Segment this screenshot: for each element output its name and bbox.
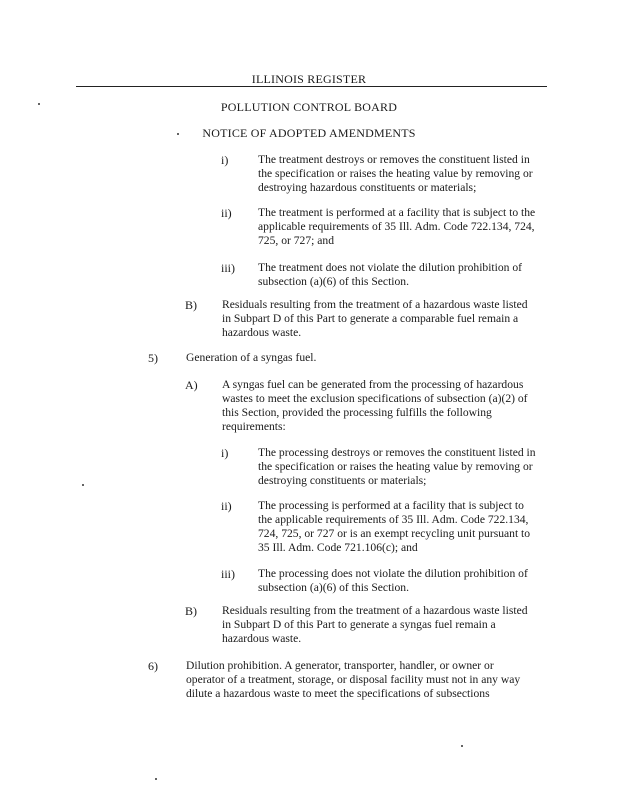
- item-label: i): [221, 153, 229, 167]
- notice-title: NOTICE OF ADOPTED AMENDMENTS: [202, 126, 416, 140]
- scan-speck: [461, 745, 463, 747]
- paragraph-s5a-ii: The processing is performed at a facility that is subject to the applicable requirements of 35 Ill. Adm. Code 722.134, 724, 725, or 727 or is an exempt recycling unit pursuant to 35 Ill. Adm. Code 721.106(c); and: [258, 499, 531, 554]
- item-label: B): [185, 604, 197, 618]
- item-label: B): [185, 298, 197, 312]
- paragraph-s6: Dilution prohibition. A generator, transporter, handler, or owner or operator of a treatment, storage, or disposal facility must not in any way dilute a hazardous waste to meet the specifications of subsections: [186, 659, 521, 700]
- header-rule: [76, 86, 547, 87]
- paragraph-s4a-iii: The treatment does not violate the dilution prohibition of subsection (a)(6) of this Section.: [258, 261, 523, 288]
- paragraph-s5a: A syngas fuel can be generated from the processing of hazardous wastes to meet the exclusion specifications of subsection (a)(2) of this Section, provided the processing fulfills the following requirements:: [222, 378, 528, 433]
- paragraph-s4b: Residuals resulting from the treatment of a hazardous waste listed in Subpart D of this Part to generate a comparable fuel remain a hazardous waste.: [222, 298, 528, 339]
- item-label: 6): [148, 659, 158, 673]
- item-label: iii): [221, 261, 235, 275]
- paragraph-s5b: Residuals resulting from the treatment of a hazardous waste listed in Subpart D of this Part to generate a syngas fuel remain a hazardous waste.: [222, 604, 528, 645]
- item-label: A): [185, 378, 198, 392]
- scan-speck: [82, 484, 84, 486]
- item-label: iii): [221, 567, 235, 581]
- item-label: i): [221, 446, 229, 460]
- paragraph-s4a-ii: The treatment is performed at a facility that is subject to the applicable requirements of 35 Ill. Adm. Code 722.134, 724, 725, or 727; and: [258, 206, 536, 247]
- board-title: POLLUTION CONTROL BOARD: [220, 100, 398, 114]
- paragraph-s5a-iii: The processing does not violate the dilution prohibition of subsection (a)(6) of this Section.: [258, 567, 528, 594]
- paragraph-s4a-i: The treatment destroys or removes the constituent listed in the specification or raises the heating value by removing or destroying hazardous constituents or materials;: [258, 153, 533, 194]
- item-label: ii): [221, 206, 232, 220]
- paragraph-s5: Generation of a syngas fuel.: [186, 351, 317, 364]
- scan-speck: [155, 778, 157, 780]
- item-label: ii): [221, 499, 232, 513]
- scan-speck: [38, 103, 40, 105]
- paragraph-s5a-i: The processing destroys or removes the constituent listed in the specification or raises the heating value by removing or destroying constituents or materials;: [258, 446, 536, 487]
- item-label: 5): [148, 351, 158, 365]
- scan-speck: [177, 133, 179, 135]
- register-title: ILLINOIS REGISTER: [251, 72, 367, 86]
